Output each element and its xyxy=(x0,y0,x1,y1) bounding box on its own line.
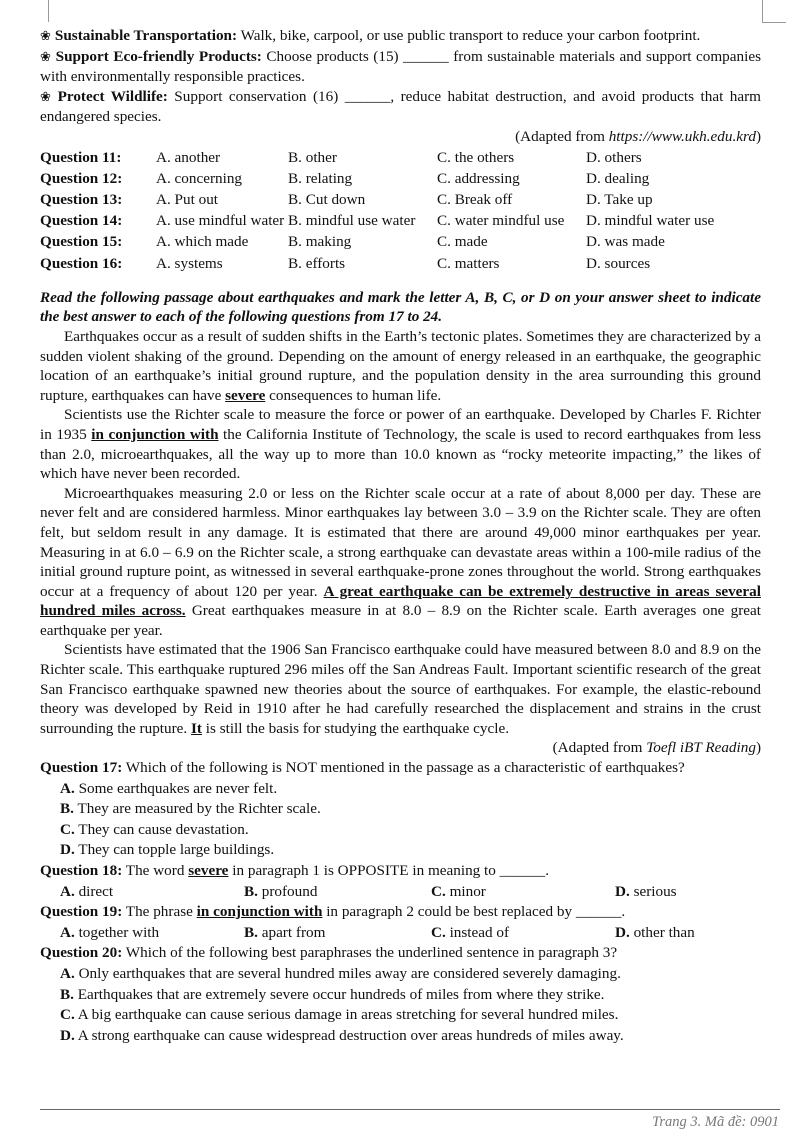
crop-mark-right-horizontal xyxy=(762,22,786,23)
tip-item xyxy=(40,26,761,47)
flower-bullet-icon: ❀ xyxy=(40,49,52,65)
option-b: B. Earthquakes that are extremely severe occur hundreds of miles from where they strike. xyxy=(60,985,605,1003)
option-a: A. Put out xyxy=(156,190,219,208)
option-c: C. made xyxy=(437,233,488,251)
option-c: C. instead of xyxy=(431,923,510,941)
question-label: Question 14: xyxy=(40,212,123,230)
option-c: C. addressing xyxy=(437,169,520,187)
source-url: https://www.ukh.edu.krd xyxy=(608,127,756,145)
question-label: Question 13: xyxy=(40,190,123,208)
passage-paragraph-2: Scientists use the Richter scale to measure the force or power of an earthquake. Developed by Charles F. Richter in 1935 in conjunction with the California Institute of Technology, the scale is used to record earthquakes from less than 2.0, microearthquakes, all the way up to more than 10.0 known as “rocky meteorite impacting,” the likes of which have never been recorded. xyxy=(40,406,761,483)
option-a: A. Some earthquakes are never felt. xyxy=(60,779,278,797)
option-a: A. another xyxy=(156,148,221,166)
tip-title: Support Eco-friendly Products: xyxy=(55,47,262,65)
option-d: D. A strong earthquake can cause widespread destruction over areas hundreds of miles away. xyxy=(60,1026,624,1044)
question-label: Question 11: xyxy=(40,148,122,166)
crop-mark-right xyxy=(762,0,763,22)
option-d: D. serious xyxy=(615,882,677,900)
option-d: D. others xyxy=(586,148,642,166)
option-c: C. matters xyxy=(437,254,500,272)
underlined-word: severe xyxy=(225,386,266,404)
option-a: A. Only earthquakes that are several hundred miles away are considered severely damaging. xyxy=(60,964,621,982)
option-a: A. direct xyxy=(60,882,114,900)
question-19: Question 19: The phrase in conjunction with in paragraph 2 could be best replaced by ______. A. together with B. apart from C. instead of D. other than xyxy=(40,902,761,943)
page-footer: Trang 3. Mã đề: 0901 xyxy=(652,1114,779,1130)
question-label: Question 18: xyxy=(40,862,123,879)
question-17 xyxy=(40,758,761,861)
tip-item xyxy=(40,47,761,87)
option-b: B. apart from xyxy=(244,923,326,941)
option-d: D. They can topple large buildings. xyxy=(60,841,275,859)
tip-title: Protect Wildlife: xyxy=(57,87,168,105)
tip-text: Walk, bike, carpool, or use public transport to reduce your carbon footprint. xyxy=(237,27,701,44)
footer-divider xyxy=(40,1109,780,1110)
reading-instruction: Read the following passage about earthquakes and mark the letter A, B, C, or D on your answer sheet to indicate the best answer to each of the following questions from 17 to 24. xyxy=(40,288,761,326)
tip-title: Sustainable Transportation: xyxy=(54,27,238,44)
question-18: Question 18: The word severe in paragraph 1 is OPPOSITE in meaning to ______. A. direct B. profound C. minor D. serious xyxy=(40,861,761,902)
option-d: D. other than xyxy=(615,923,695,941)
passage-paragraph-4: Scientists have estimated that the 1906 San Francisco earthquake could have measured between 8.0 and 8.9 on the Richter scale. This earthquake ruptured 296 miles off the San Andreas Fault. Important scientific research of the great San Francisco earthquake spawned new theories about the source of earthquakes. For example, the elastic-rebound theory was developed by Reid in 1910 after he had carefully researched the displacement and strains in the crust surrounding the rupture. It is still the basis for studying the earthquake cycle. xyxy=(40,641,761,737)
option-c: C. the others xyxy=(437,148,515,166)
option-b: B. They are measured by the Richter scale. xyxy=(60,800,321,818)
option-c: C. They can cause devastation. xyxy=(60,820,249,838)
option-b: B. other xyxy=(288,148,337,166)
options-row xyxy=(40,923,761,944)
options-row xyxy=(40,882,761,903)
flower-bullet-icon: ❀ xyxy=(40,89,54,105)
option-c: C. minor xyxy=(431,882,486,900)
option-a: A. together with xyxy=(60,923,160,941)
option-b: B. efforts xyxy=(288,254,346,272)
underlined-word: severe xyxy=(188,862,229,879)
source-citation-1: (Adapted from https://www.ukh.edu.krd) xyxy=(515,127,761,145)
tips-list xyxy=(40,26,761,127)
exam-page xyxy=(40,26,761,1046)
question-label: Question 17: xyxy=(40,759,123,777)
option-d: D. dealing xyxy=(586,169,650,187)
option-b: B. making xyxy=(288,233,352,251)
source-book: Toefl iBT Reading xyxy=(646,739,756,757)
question-label: Question 16: xyxy=(40,254,123,272)
option-a: A. which made xyxy=(156,233,249,251)
question-text: Which of the following is NOT mentioned in the passage as a characteristic of earthquakes? xyxy=(122,759,685,777)
question-text: Which of the following best paraphrases the underlined sentence in paragraph 3? xyxy=(122,944,618,962)
option-c: C. A big earthquake can cause serious damage in areas stretching for several hundred miles. xyxy=(60,1006,619,1024)
option-d: D. was made xyxy=(586,233,665,251)
option-a: A. systems xyxy=(156,254,223,272)
option-d: D. Take up xyxy=(586,190,653,208)
option-c: C. water mindful use xyxy=(437,212,565,230)
question-label: Question 19: xyxy=(40,903,123,921)
passage-paragraph-3: Microearthquakes measuring 2.0 or less on the Richter scale occur at a rate of about 8,000 per day. These are never felt and are considered harmless. Minor earthquakes lay between 3.0 – 3.9 on the Richter scale. They are often felt, but seldom result in any damage. It is estimated that there are around 49,000 minor earthquakes per year. Measuring in at 6.0 – 6.9 on the Richter scale, a strong earthquake can devastate areas within a 100-mile radius of the initial ground rupture point, as witnessed in several earthquake-prone zones throughout the world. Strong earthquakes occur at a frequency of about 120 per year. A great earthquake can be extremely destructive in areas several hundred miles across. Great earthquakes measure in at 8.0 – 8.9 on the Richter scale. Earth averages one great earthquake per year. xyxy=(40,484,761,639)
option-b: B. relating xyxy=(288,169,353,187)
tip-text: Choose products (15) ______ from sustainable materials and support companies with environmentally responsible practices. xyxy=(40,47,761,86)
question-label: Question 12: xyxy=(40,169,123,187)
tip-text: Support conservation (16) ______, reduce habitat destruction, and avoid products that harm endangered species. xyxy=(40,87,761,126)
option-d: D. mindful water use xyxy=(586,212,715,230)
option-b: B. Cut down xyxy=(288,190,366,208)
option-c: C. Break off xyxy=(437,190,513,208)
question-20 xyxy=(40,943,761,1046)
question-label: Question 20: xyxy=(40,944,123,962)
option-d: D. sources xyxy=(586,254,651,272)
flower-bullet-icon: ❀ xyxy=(40,29,51,44)
option-b: B. mindful use water xyxy=(288,212,416,230)
tip-item xyxy=(40,87,761,127)
underlined-phrase: in conjunction with xyxy=(196,903,323,921)
underlined-sentence: A great earthquake can be extremely destructive in areas several hundred miles across. xyxy=(40,582,761,620)
option-b: B. profound xyxy=(244,882,318,900)
crop-mark-left xyxy=(38,0,49,22)
option-a: A. concerning xyxy=(156,169,243,187)
underlined-word: It xyxy=(191,719,202,737)
question-label: Question 15: xyxy=(40,233,123,251)
questions-11-16 xyxy=(40,147,761,274)
underlined-phrase: in conjunction with xyxy=(91,425,219,443)
passage-paragraph-1: Earthquakes occur as a result of sudden shifts in the Earth’s tectonic plates. Sometimes they are characterized by a sudden violent shaking of the ground. Depending on the amount of energy released in an earthquake, the geographic location of an earthquake’s initial ground rupture, and the population density in the area surrounding this ground rupture, earthquakes can have severe consequences to human life. xyxy=(40,327,761,404)
option-a: A. use mindful water xyxy=(156,212,285,230)
source-citation-2: (Adapted from Toefl iBT Reading) xyxy=(552,739,761,757)
